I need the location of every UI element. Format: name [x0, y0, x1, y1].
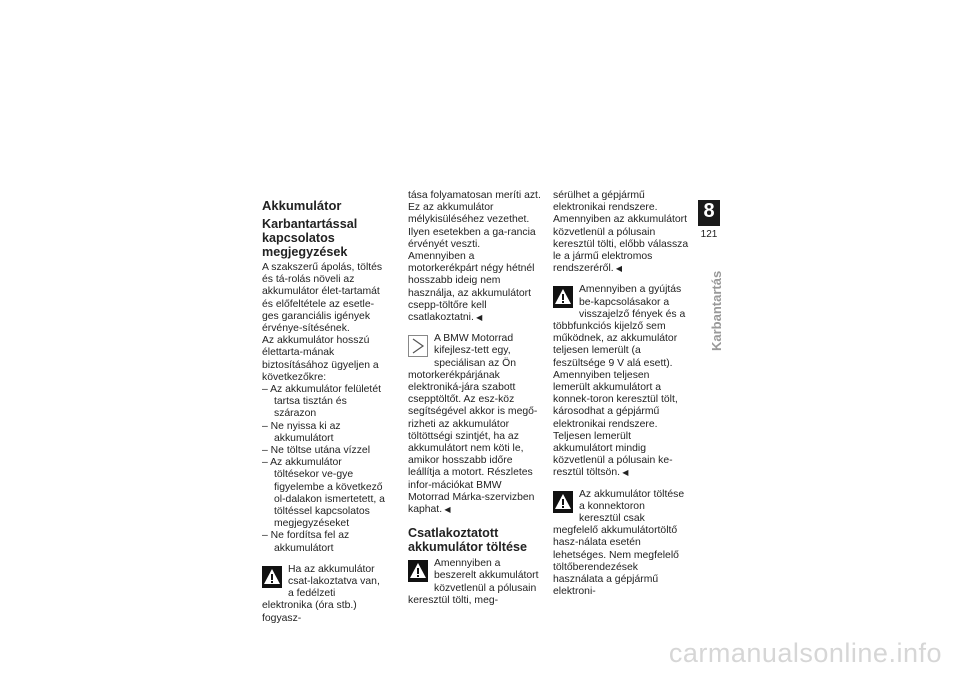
- note-arrow-icon: [408, 335, 428, 357]
- warning-note: [553, 284, 689, 479]
- paragraph: sérülhet a gépjármű elektronikai rendszere.: [553, 190, 658, 214]
- column-2: [408, 190, 545, 607]
- warning-text: Ha az akkumulátor csat-lakoztatva van, a fedélzeti elektronika (óra stb.) fogyasz-: [262, 563, 380, 624]
- section-heading-maintenance: Karbantartással kapcsolatos megjegyzések: [262, 217, 358, 259]
- warning-triangle-icon: [553, 286, 573, 308]
- chapter-tab: [698, 200, 720, 246]
- list-item: – Ne töltse utána vízzel: [262, 445, 386, 457]
- column-3: [553, 190, 689, 599]
- section-name: Karbantartás: [709, 270, 724, 351]
- watermark: carmanualsonline.info: [668, 638, 942, 668]
- warning-text: Amennyiben a gyújtás be-kapcsolásakor a visszajelző fények és a többfunkciós kijelző sem működnek, az akkumulátor teljesen lemerült (a feszültsége 9 V alá esett). Amennyiben teljesen lemerült akkumulátort a konnek-toron keresztül tölt, károsodhat a gépjármű elektronikai rendszere. Teljesen lemerült akkumulátort mindig közvetlenül a pólusain ke-resztül töltsön. ◀: [553, 284, 689, 479]
- paragraph: Amennyiben az akkumulátort közvetlenül a pólusain keresztül tölti, előbb válassza le a jármű elektromos rendszeréről. ◀: [553, 214, 689, 275]
- note-text: A BMW Motorrad kifejlesz-tett egy, speciálisan az Ön motorkerékpárjának elektroniká-jára szabott csepptöltőt. Az esz-köz segítségével akkor is megő-rizheti az akkumulátor töltöttségi szintjét, ha az akkumulátort nem köti le, amikor hosszabb időre leállítja a motort. Részletes infor-mációkat BMW Motorrad Márka-szervizben kaphat. ◀: [408, 333, 545, 516]
- paragraph: tása folyamatosan meríti azt. Ez az akkumulátor mélykisüléséhez vezethet. Ilyen esetekben a ga-rancia érvényét veszti.: [408, 190, 541, 250]
- list-item: – Ne fordítsa fel az akkumulátort: [262, 530, 386, 554]
- warning-triangle-icon: [408, 560, 428, 582]
- warning-text: Amennyiben a beszerelt akkumulátort közvetlenül a pólusain keresztül tölti, meg-: [408, 558, 539, 606]
- page-title: Akkumulátor: [262, 198, 342, 213]
- section-heading-charging: Csatlakoztatott akkumulátor töltése: [408, 526, 527, 555]
- warning-note: [408, 558, 545, 607]
- warning-note: [262, 564, 386, 625]
- warning-triangle-icon: [262, 566, 282, 588]
- warning-triangle-icon: [553, 491, 573, 513]
- column-1: [262, 198, 386, 625]
- paragraph: Amennyiben a motorkerékpárt négy hétnél hosszabb ideig nem használja, az akkumulátort csepp-töltőre kell csatlakoztatni. ◀: [408, 251, 545, 324]
- warning-text: Az akkumulátor töltése a konnektoron keresztül csak megfelelő akkumulátortöltő hasz-nálata esetén lehetséges. Nem megfelelő töltőberendezések használata a gépjármű elektroni-: [553, 488, 685, 598]
- section-side-label: [701, 255, 724, 351]
- info-note: [408, 333, 545, 516]
- list-item: – Az akkumulátor töltésekor ve-gye figyelembe a következő ol-dalakon ismertetett, a töltéssel kapcsolatos megjegyzéseket: [262, 457, 386, 530]
- list-item: – Az akkumulátor felületét tartsa tisztán és szárazon: [262, 384, 386, 421]
- paragraph: Az akkumulátor hosszú élettarta-mának biztosításához ügyeljen a következőkre:: [262, 335, 379, 383]
- paragraph: A szakszerű ápolás, töltés és tá-rolás növeli az akkumulátor élet-tartamát és előfeltétele az esetle-ges garanciális igények érvénye-sítésének.: [262, 262, 383, 335]
- care-list: [262, 384, 386, 555]
- page-number: 121: [698, 226, 720, 246]
- list-item: – Ne nyissa ki az akkumulátort: [262, 421, 386, 445]
- warning-note: [553, 489, 689, 599]
- chapter-number: 8: [703, 200, 715, 222]
